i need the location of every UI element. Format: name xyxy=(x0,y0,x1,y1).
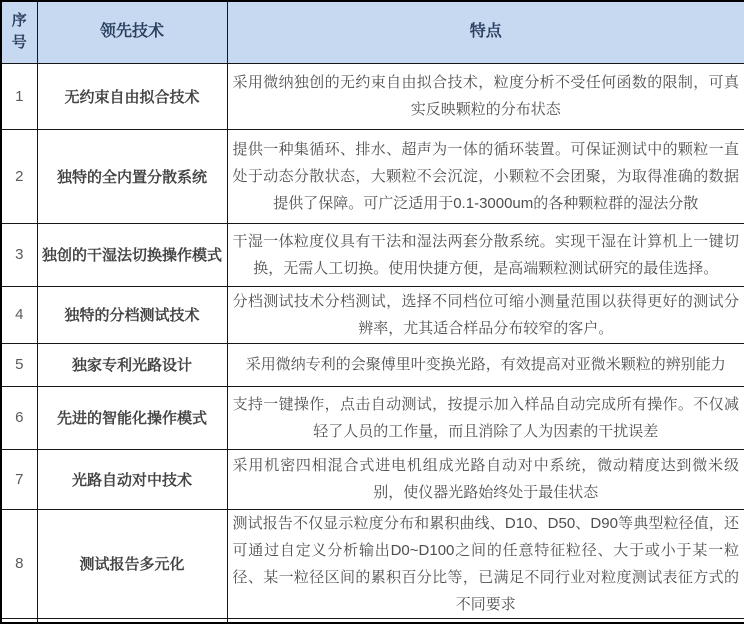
tech-name-cell: 独家专利光路设计 xyxy=(37,343,227,386)
row-number-cell: 1 xyxy=(1,63,37,129)
table-row xyxy=(1,449,744,509)
row-number-cell: 7 xyxy=(1,449,37,509)
feature-cell: 干湿一体粒度仪具有干法和湿法两套分散系统。实现干湿在计算机上一键切换，无需人工切换。使用快捷方便，是高端颗粒测试研究的最佳选择。 xyxy=(227,223,744,286)
row-number-cell: 3 xyxy=(1,223,37,286)
table-row xyxy=(1,63,744,129)
row-number-cell: 5 xyxy=(1,343,37,386)
feature-cell: 采用微纳独创的无约束自由拟合技术，粒度分析不受任何函数的限制，可真实反映颗粒的分布状态 xyxy=(227,63,744,129)
tech-name-cell: 测试报告多元化 xyxy=(37,509,227,618)
row-number-cell xyxy=(1,618,37,623)
table-body xyxy=(1,63,744,623)
tech-name-cell: 独特的分档测试技术 xyxy=(37,286,227,343)
row-number-cell: 4 xyxy=(1,286,37,343)
header-cell-technology: 领先技术 xyxy=(37,1,227,63)
row-number-cell: 6 xyxy=(1,386,37,449)
row-number-cell: 2 xyxy=(1,129,37,223)
table-header xyxy=(1,1,744,63)
feature-cell: 分档测试技术分档测试，选择不同档位可缩小测量范围以获得更好的测试分辨率，尤其适合样品分布较窄的客户。 xyxy=(227,286,744,343)
header-cell-number: 序 号 xyxy=(1,1,37,63)
table-row xyxy=(1,286,744,343)
tech-name-cell: 先进的智能化操作模式 xyxy=(37,386,227,449)
tech-name-cell: 无约束自由拟合技术 xyxy=(37,63,227,129)
tech-name-cell: 独创的干湿法切换操作模式 xyxy=(37,223,227,286)
row-number-cell: 8 xyxy=(1,509,37,618)
table-row xyxy=(1,509,744,618)
feature-cell xyxy=(227,618,744,623)
feature-cell: 采用微纳专利的会聚傅里叶变换光路，有效提高对亚微米颗粒的辨别能力 xyxy=(227,343,744,386)
tech-name-cell xyxy=(37,618,227,623)
header-row xyxy=(1,1,744,63)
feature-cell: 测试报告不仅显示粒度分布和累积曲线、D10、D50、D90等典型粒径值，还可通过自定义分析输出D0~D100之间的任意特征粒径、大于或小于某一粒径、某一粒径区间的累积百分比等，已满足不同行业对粒度测试表征方式的不同要求 xyxy=(227,509,744,618)
tech-name-cell: 独特的全内置分散系统 xyxy=(37,129,227,223)
table-row xyxy=(1,223,744,286)
table-row xyxy=(1,343,744,386)
table-row-partial xyxy=(1,618,744,623)
header-cell-feature: 特点 xyxy=(227,1,744,63)
feature-cell: 支持一键操作，点击自动测试，按提示加入样品自动完成所有操作。不仅减轻了人员的工作量，而且消除了人为因素的干扰误差 xyxy=(227,386,744,449)
tech-name-cell: 光路自动对中技术 xyxy=(37,449,227,509)
feature-cell: 采用机密四相混合式进电机组成光路自动对中系统，微动精度达到微米级别，使仪器光路始终处于最佳状态 xyxy=(227,449,744,509)
feature-cell: 提供一种集循环、排水、超声为一体的循环装置。可保证测试中的颗粒一直处于动态分散状态，大颗粒不会沉淀，小颗粒不会团聚，为取得准确的数据提供了保障。可广泛适用于0.1-3000um的各种颗粒群的湿法分散 xyxy=(227,129,744,223)
table-row xyxy=(1,129,744,223)
table-row xyxy=(1,386,744,449)
